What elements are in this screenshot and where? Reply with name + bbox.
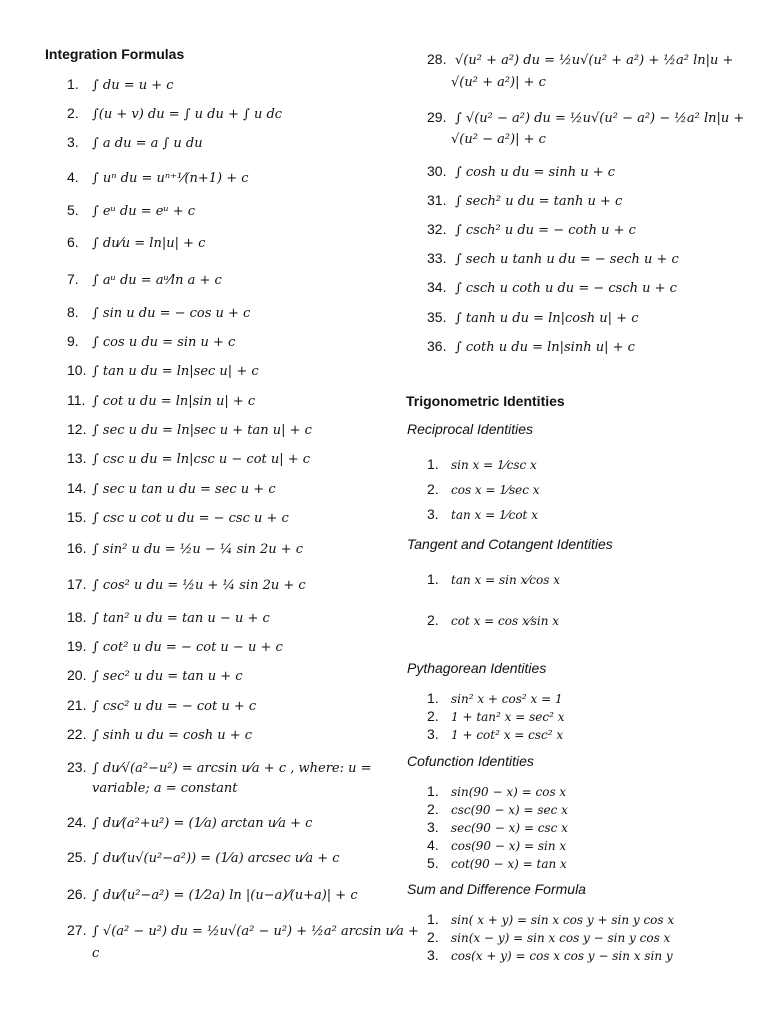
pythagorean-2: 2. 1 + tan² x = sec² x: [427, 708, 565, 724]
formula-27: 27. ∫ √(a² − u²) du = ½u√(a² − u²) + ½a² arcsin u⁄a +: [67, 922, 419, 939]
cofunction-4: 4. cos(90 − x) = sin x: [427, 837, 567, 853]
sumdiff-3: 3. cos(x + y) = cos x cos y − sin x sin y: [427, 947, 673, 963]
formula-35: 35. ∫ tanh u du = ln|cosh u| + c: [427, 309, 639, 326]
tangent-1: 1. tan x = sin x⁄cos x: [427, 571, 560, 587]
pythagorean-title: Pythagorean Identities: [407, 660, 547, 676]
formula-29: 29. ∫ √(u² − a²) du = ½u√(u² − a²) − ½a² ln|u +: [427, 109, 745, 126]
formula-28-continuation: √(u² + a²)| + c: [451, 75, 546, 90]
formula-26: 26. ∫ du⁄(u²−a²) = (1⁄2a) ln |(u−a)⁄(u+a)| + c: [67, 886, 358, 903]
formula-32: 32. ∫ csch² u du = − coth u + c: [427, 221, 636, 238]
formula-24: 24. ∫ du⁄(a²+u²) = (1⁄a) arctan u⁄a + c: [67, 814, 313, 831]
formula-2: 2. ∫(u + v) du = ∫ u du + ∫ u dc: [67, 105, 283, 122]
formula-22: 22. ∫ sinh u du = cosh u + c: [67, 726, 253, 743]
cofunction-1: 1. sin(90 − x) = cos x: [427, 783, 567, 799]
formula-13: 13. ∫ csc u du = ln|csc u − cot u| + c: [67, 450, 311, 467]
reciprocal-3: 3. tan x = 1⁄cot x: [427, 506, 538, 522]
sumdiff-title: Sum and Difference Formula: [407, 881, 586, 897]
cofunction-3: 3. sec(90 − x) = csc x: [427, 819, 568, 835]
pythagorean-1: 1. sin² x + cos² x = 1: [427, 690, 563, 706]
formula-21: 21. ∫ csc² u du = − cot u + c: [67, 697, 257, 714]
formula-11: 11. ∫ cot u du = ln|sin u| + c: [67, 392, 256, 409]
formula-7: 7. ∫ aᵘ du = aᵘ⁄ln a + c: [67, 271, 222, 288]
sumdiff-1: 1. sin( x + y) = sin x cos y + sin y cos x: [427, 911, 675, 927]
formula-12: 12. ∫ sec u du = ln|sec u + tan u| + c: [67, 421, 312, 438]
cofunction-title: Cofunction Identities: [407, 753, 534, 769]
reciprocal-1: 1. sin x = 1⁄csc x: [427, 456, 537, 472]
formula-19: 19. ∫ cot² u du = − cot u − u + c: [67, 638, 283, 655]
formula-36: 36. ∫ coth u du = ln|sinh u| + c: [427, 338, 635, 355]
formula-25: 25. ∫ du⁄(u√(u²−a²)) = (1⁄a) arcsec u⁄a + c: [67, 849, 340, 866]
cofunction-2: 2. csc(90 − x) = sec x: [427, 801, 568, 817]
formula-30: 30. ∫ cosh u du = sinh u + c: [427, 163, 616, 180]
formula-9: 9. ∫ cos u du = sin u + c: [67, 333, 236, 350]
formula-15: 15. ∫ csc u cot u du = − csc u + c: [67, 509, 289, 526]
formula-14: 14. ∫ sec u tan u du = sec u + c: [67, 480, 276, 497]
formula-17: 17. ∫ cos² u du = ½u + ¼ sin 2u + c: [67, 576, 306, 593]
formula-8: 8. ∫ sin u du = − cos u + c: [67, 304, 251, 321]
reciprocal-title: Reciprocal Identities: [407, 421, 534, 437]
reciprocal-2: 2. cos x = 1⁄sec x: [427, 481, 540, 497]
formula-20: 20. ∫ sec² u du = tan u + c: [67, 667, 243, 684]
sumdiff-2: 2. sin(x − y) = sin x cos y − sin y cos x: [427, 929, 671, 945]
cofunction-5: 5. cot(90 − x) = tan x: [427, 855, 567, 871]
formula-1: 1. ∫ du = u + c: [67, 76, 174, 93]
formula-28: 28. √(u² + a²) du = ½u√(u² + a²) + ½a² ln|u +: [427, 51, 734, 68]
formula-4: 4. ∫ uⁿ du = uⁿ⁺¹⁄(n+1) + c: [67, 169, 249, 186]
formula-18: 18. ∫ tan² u du = tan u − u + c: [67, 609, 270, 626]
formula-29-continuation: √(u² − a²)| + c: [451, 132, 546, 147]
formula-33: 33. ∫ sech u tanh u du = − sech u + c: [427, 250, 679, 267]
tangent-2: 2. cot x = cos x⁄sin x: [427, 612, 560, 628]
tangent-title: Tangent and Cotangent Identities: [407, 536, 613, 552]
trig-title: Trigonometric Identities: [406, 393, 565, 409]
formula-16: 16. ∫ sin² u du = ½u − ¼ sin 2u + c: [67, 540, 304, 557]
pythagorean-3: 3. 1 + cot² x = csc² x: [427, 726, 564, 742]
formula-5: 5. ∫ eᵘ du = eᵘ + c: [67, 202, 196, 219]
formula-23: 23. ∫ du⁄√(a²−u²) = arcsin u⁄a + c , where: u =: [67, 759, 372, 776]
formula-3: 3. ∫ a du = a ∫ u du: [67, 134, 203, 151]
formula-34: 34. ∫ csch u coth u du = − csch u + c: [427, 279, 677, 296]
formula-23-continuation: variable; a = constant: [92, 781, 238, 796]
formula-27-continuation: c: [92, 946, 100, 961]
formula-31: 31. ∫ sech² u du = tanh u + c: [427, 192, 623, 209]
integration-title: Integration Formulas: [45, 46, 185, 62]
formula-10: 10. ∫ tan u du = ln|sec u| + c: [67, 362, 259, 379]
formula-6: 6. ∫ du⁄u = ln|u| + c: [67, 234, 206, 251]
